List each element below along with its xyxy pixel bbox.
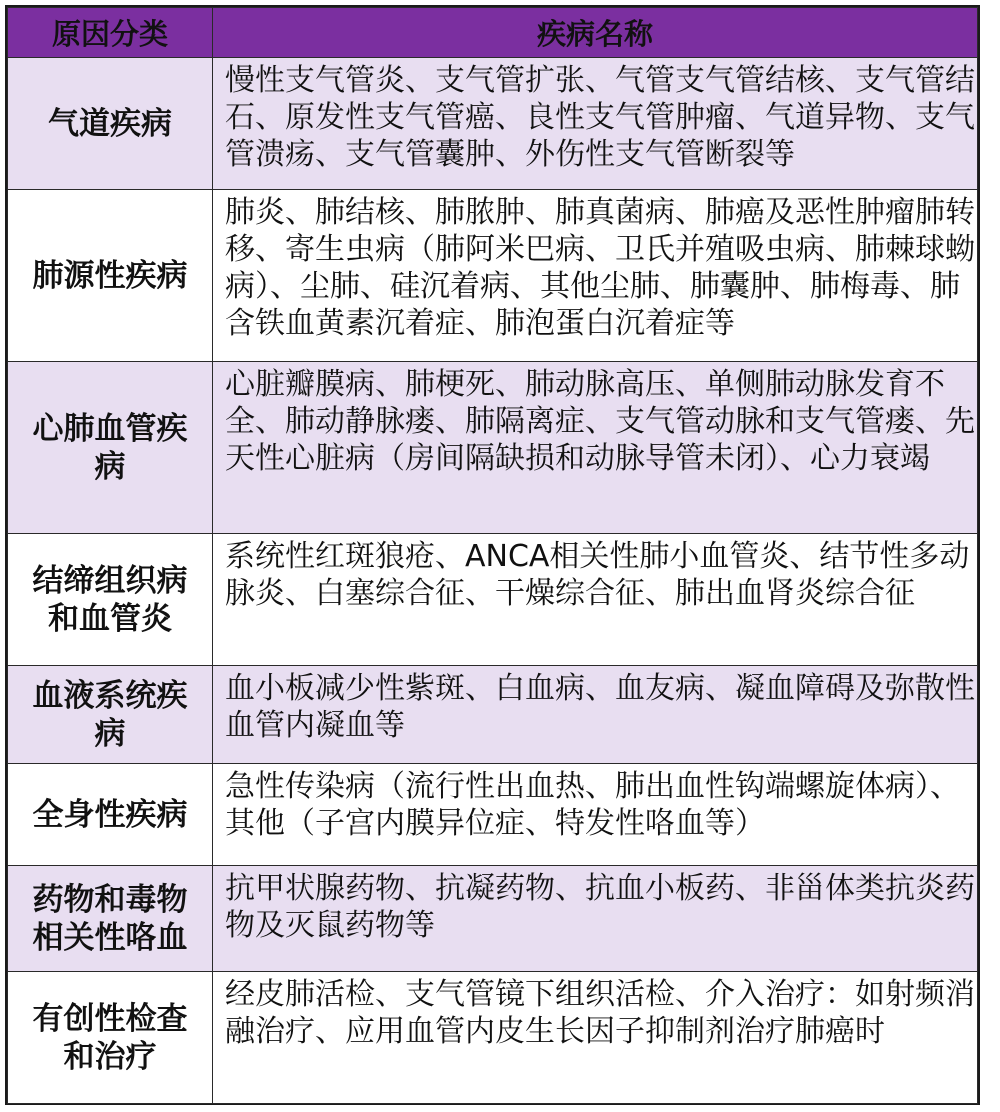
row-category: 气道疾病 xyxy=(8,58,213,190)
row-diseases: 经皮肺活检、支气管镜下组织活检、介入治疗：如射频消融治疗、应用血管内皮生长因子抑制剂治疗肺癌时 xyxy=(213,972,978,1104)
header-disease-name: 疾病名称 xyxy=(213,8,978,58)
table-row xyxy=(8,190,978,362)
row-diseases: 血小板减少性紫斑、白血病、血友病、凝血障碍及弥散性血管内凝血等 xyxy=(213,666,978,764)
row-category: 肺源性疾病 xyxy=(8,190,213,362)
row-diseases: 系统性红斑狼疮、ANCA相关性肺小血管炎、结节性多动脉炎、白塞综合征、干燥综合征、肺出血肾炎综合征 xyxy=(213,534,978,666)
table-row xyxy=(8,972,978,1104)
row-diseases: 慢性支气管炎、支气管扩张、气管支气管结核、支气管结石、原发性支气管癌、良性支气管肿瘤、气道异物、支气管溃疡、支气管囊肿、外伤性支气管断裂等 xyxy=(213,58,978,190)
disease-table-frame xyxy=(5,5,980,1105)
table-row xyxy=(8,362,978,534)
table-row xyxy=(8,58,978,190)
table-row xyxy=(8,666,978,764)
row-category: 血液系统疾病 xyxy=(8,666,213,764)
table-row xyxy=(8,764,978,866)
table-header-row xyxy=(8,8,978,58)
header-cause-category: 原因分类 xyxy=(8,8,213,58)
row-category: 结缔组织病和血管炎 xyxy=(8,534,213,666)
row-category: 全身性疾病 xyxy=(8,764,213,866)
hemoptysis-causes-table xyxy=(7,7,978,1104)
row-diseases: 急性传染病（流行性出血热、肺出血性钩端螺旋体病）、其他（子宫内膜异位症、特发性咯血等） xyxy=(213,764,978,866)
row-category: 药物和毒物相关性咯血 xyxy=(8,866,213,972)
row-category: 有创性检查和治疗 xyxy=(8,972,213,1104)
row-category: 心肺血管疾病 xyxy=(8,362,213,534)
table-row xyxy=(8,866,978,972)
row-diseases: 抗甲状腺药物、抗凝药物、抗血小板药、非甾体类抗炎药物及灭鼠药物等 xyxy=(213,866,978,972)
table-row xyxy=(8,534,978,666)
row-diseases: 肺炎、肺结核、肺脓肿、肺真菌病、肺癌及恶性肿瘤肺转移、寄生虫病（肺阿米巴病、卫氏并殖吸虫病、肺棘球蚴病）、尘肺、硅沉着病、其他尘肺、肺囊肿、肺梅毒、肺含铁血黄素沉着症、肺泡蛋白沉着症等 xyxy=(213,190,978,362)
row-diseases: 心脏瓣膜病、肺梗死、肺动脉高压、单侧肺动脉发育不全、肺动静脉瘘、肺隔离症、支气管动脉和支气管瘘、先天性心脏病（房间隔缺损和动脉导管未闭）、心力衰竭 xyxy=(213,362,978,534)
